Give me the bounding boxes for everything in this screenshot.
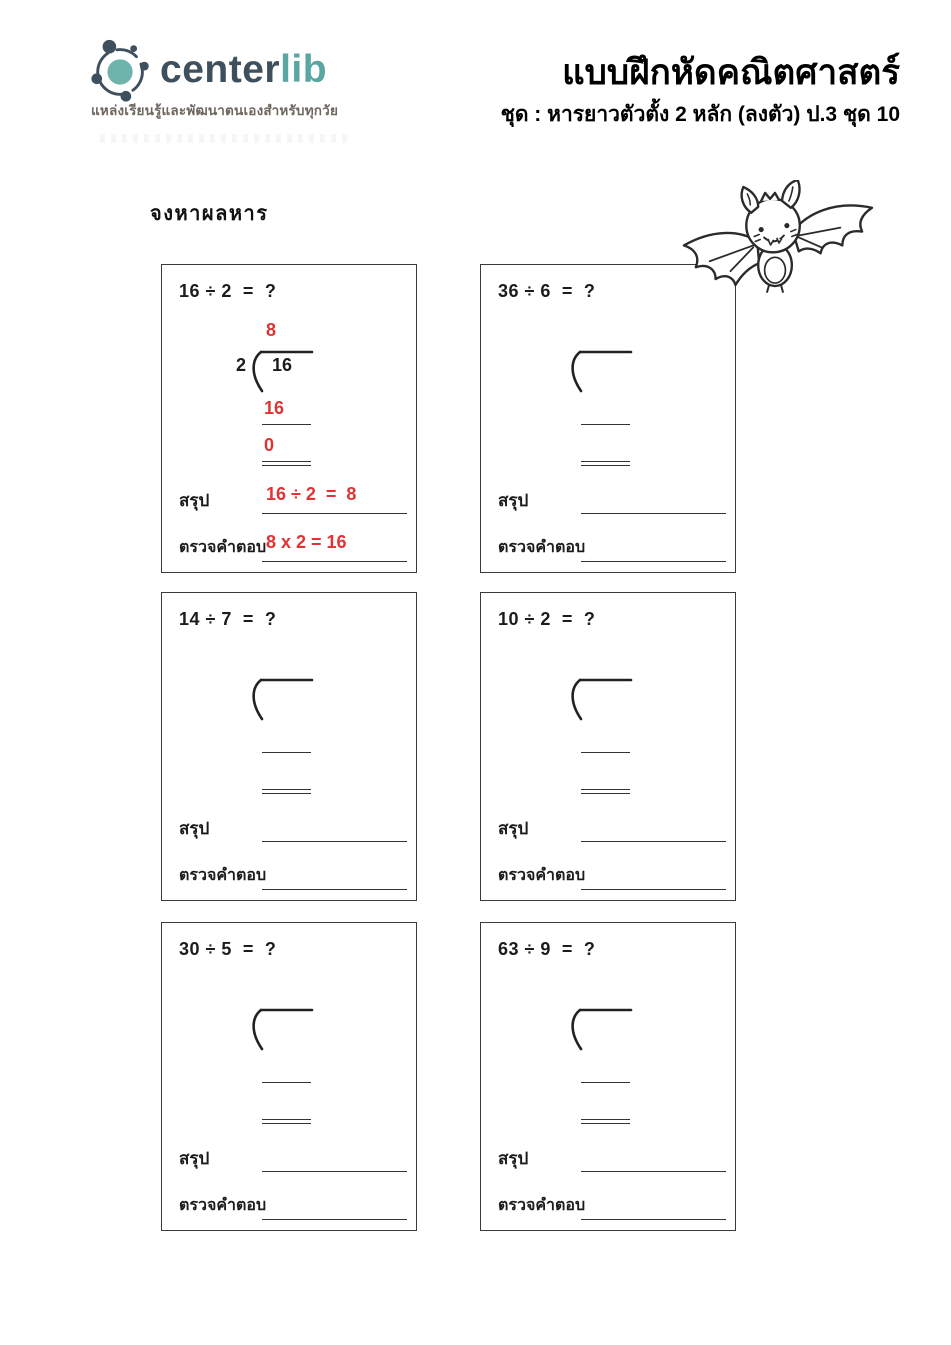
- quotient-value: 8: [265, 320, 276, 340]
- summary-label: สรุป: [498, 491, 529, 510]
- brand-secondary: lib: [280, 48, 328, 91]
- problem-box-6: [480, 922, 736, 1231]
- brand-tagline: แหล่งเรียนรู้และพัฒนาตนเองสำหรับทุกวัย: [91, 103, 339, 118]
- worksheet-title: แบบฝึกหัดคณิตศาสตร์: [562, 53, 900, 92]
- problem-box-5: [161, 922, 417, 1231]
- divisor-value: 2: [235, 355, 246, 375]
- check-answer-line: 8 x 2 = 16: [262, 532, 407, 562]
- summary-label: สรุป: [498, 1149, 529, 1168]
- check-label: ตรวจคำตอบ: [498, 867, 586, 884]
- summary-answer-line: [262, 1142, 407, 1172]
- division-problem: 63 ÷ 9 = ?: [498, 939, 596, 959]
- work-line-1: [262, 1056, 311, 1083]
- summary-label: สรุป: [179, 1149, 210, 1168]
- check-label: ตรวจคำตอบ: [179, 867, 267, 884]
- division-problem: 30 ÷ 5 = ?: [179, 939, 277, 959]
- brand-logo-text: [160, 48, 327, 92]
- check-label: ตรวจคำตอบ: [498, 539, 586, 556]
- work-line-2: [581, 1093, 630, 1120]
- summary-label: สรุป: [498, 819, 529, 838]
- long-division-bracket-icon: [567, 347, 637, 395]
- cartoon-bat-icon: [678, 180, 876, 294]
- header-title-block: [420, 50, 900, 131]
- work-line-2: [262, 763, 311, 790]
- work-line-1: [581, 1056, 630, 1083]
- summary-label: สรุป: [179, 819, 210, 838]
- summary-label: สรุป: [179, 491, 210, 510]
- check-answer-line: [581, 532, 726, 562]
- summary-answer-line: [581, 812, 726, 842]
- check-answer-line: [581, 860, 726, 890]
- work-line-2: [262, 1093, 311, 1120]
- check-label: ตรวจคำตอบ: [498, 1197, 586, 1214]
- summary-answer-line: [581, 484, 726, 514]
- division-problem: 36 ÷ 6 = ?: [498, 281, 596, 301]
- check-label: ตรวจคำตอบ: [179, 539, 267, 556]
- network-nodes-icon: [88, 36, 156, 104]
- instruction-text: จงหาผลหาร: [150, 203, 269, 225]
- problem-box-1: [161, 264, 417, 573]
- work-line-1: [581, 726, 630, 753]
- division-problem: 16 ÷ 2 = ?: [179, 281, 277, 301]
- worksheet-subtitle: ชุด : หารยาวตัวตั้ง 2 หลัก (ลงตัว) ป.3 ชุด 10: [500, 103, 900, 126]
- check-answer-line: [262, 1190, 407, 1220]
- check-label: ตรวจคำตอบ: [179, 1197, 267, 1214]
- check-answer-line: [581, 1190, 726, 1220]
- summary-answer-line: [262, 812, 407, 842]
- division-problem: 14 ÷ 7 = ?: [179, 609, 277, 629]
- division-problem: 10 ÷ 2 = ?: [498, 609, 596, 629]
- work-line-2: [581, 435, 630, 462]
- work-line-1: 16: [262, 398, 311, 425]
- long-division-bracket-icon: [567, 675, 637, 723]
- summary-answer-line: 16 ÷ 2 = 8: [262, 484, 407, 514]
- summary-answer-line: [581, 1142, 726, 1172]
- brand-primary: center: [160, 48, 281, 91]
- problem-box-3: [161, 592, 417, 901]
- work-line-2: 0: [262, 435, 311, 462]
- long-division-bracket-icon: [248, 1005, 318, 1053]
- work-line-2: [581, 763, 630, 790]
- problem-box-4: [480, 592, 736, 901]
- work-line-1: [262, 726, 311, 753]
- faded-text-remnant: [100, 134, 348, 143]
- problem-box-2: [480, 264, 736, 573]
- long-division-bracket-icon: [248, 675, 318, 723]
- check-answer-line: [262, 860, 407, 890]
- work-line-1: [581, 398, 630, 425]
- dividend-value: 16: [272, 355, 293, 375]
- long-division-bracket-icon: [567, 1005, 637, 1053]
